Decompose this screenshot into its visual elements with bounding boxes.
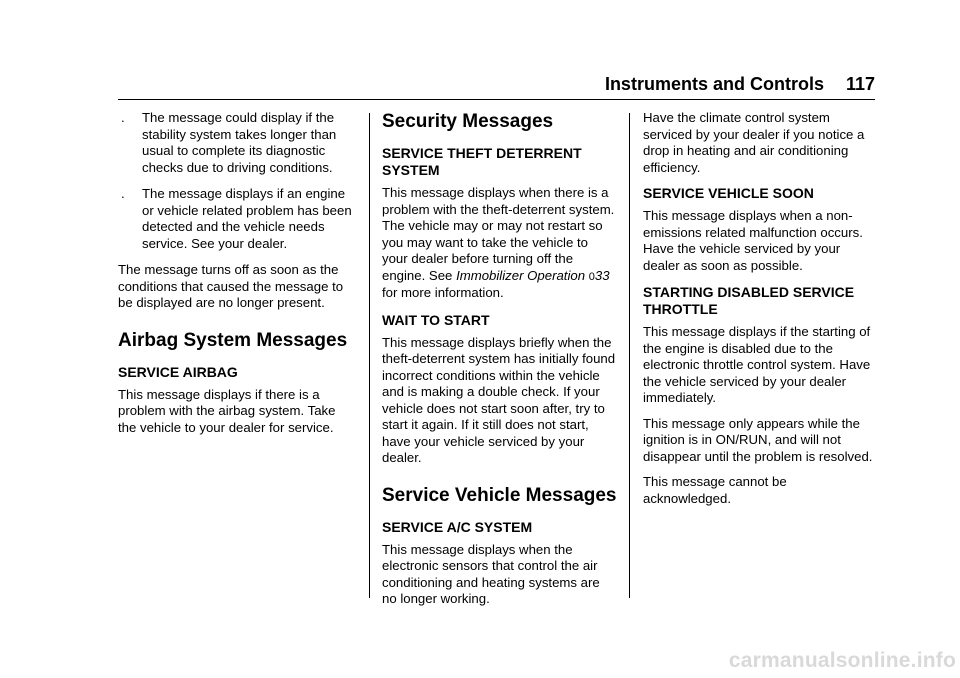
section-heading-airbag: Airbag System Messages [118,329,348,351]
paragraph: This message cannot be acknowledged. [643,474,787,506]
paragraph: The message turns off as soon as the conditions that caused the message to be displayed are no longer present. [118,262,344,310]
bullet-mark: . [121,110,125,125]
paragraph: This message displays if the starting of the engine is disabled due to the electronic throttle control system. Have the vehicle serviced by your dealer immediately. [643,324,871,405]
subheading-service-ac: SERVICE A/C SYSTEM [382,518,533,535]
subheading-theft-deterrent: SERVICE THEFT DETERRENT SYSTEM [382,145,582,178]
cross-reference-link[interactable]: Immobilizer Operation [456,267,586,283]
page-header [118,74,875,94]
cross-reference-page[interactable]: 33 [594,267,610,283]
column-divider-1 [369,113,370,598]
paragraph: This message only appears while the ignition is in ON/RUN, and will not disappear until the problem is resolved. [643,415,873,464]
bullet-item [118,186,356,252]
paragraph-text: for more information. [382,285,504,300]
paragraph: Have the climate control system serviced by your dealer if you notice a drop in heating and air conditioning efficiency. [643,110,865,175]
bullet-text: The message could display if the stability system takes longer than usual to complete its diagnostic checks due to driving conditions. [142,110,337,175]
subheading-service-vehicle-soon: SERVICE VEHICLE SOON [643,185,814,201]
column-1 [118,110,356,445]
watermark: carmanualsonline.info [728,649,956,672]
section-title: Instruments and Controls [604,74,824,94]
bullet-item [118,110,356,176]
paragraph-text: This message displays when there is a problem with the theft-deterrent system. The vehicle may or may not restart so you may want to take the vehicle to your dealer before turning off the engine. See [382,185,615,283]
paragraph: This message displays if there is a problem with the airbag system. Take the vehicle to your dealer for service. [118,386,336,435]
page-ref-arrow-icon: 0 [588,270,595,283]
header-rule [118,99,875,100]
column-2 [382,110,617,617]
paragraph: This message displays when a non-emissions related malfunction occurs. Have the vehicle serviced by your dealer as soon as possible. [643,208,863,273]
paragraph: This message displays briefly when the theft-deterrent system has initially found incorrect conditions within the vehicle and is making a double check. If your vehicle does not start soon after, try to start it again. If it still does not start, have your vehicle serviced by your dealer. [382,334,616,465]
bullet-mark: . [121,186,125,201]
subheading-service-airbag: SERVICE AIRBAG [118,363,238,380]
section-heading-service-vehicle: Service Vehicle Messages [382,484,617,506]
paragraph [382,185,617,302]
paragraph: This message displays when the electronic sensors that control the air conditioning and heating systems are no longer working. [382,541,600,606]
column-divider-2 [629,113,630,598]
page-number: 117 [845,74,875,94]
bullet-text: The message displays if an engine or vehicle related problem has been detected and the vehicle needs service. See your dealer. [142,186,352,251]
column-3 [643,110,878,516]
subheading-starting-disabled: STARTING DISABLED SERVICE THROTTLE [643,284,855,317]
subheading-wait-to-start: WAIT TO START [382,311,490,328]
section-heading-security: Security Messages [382,111,554,132]
